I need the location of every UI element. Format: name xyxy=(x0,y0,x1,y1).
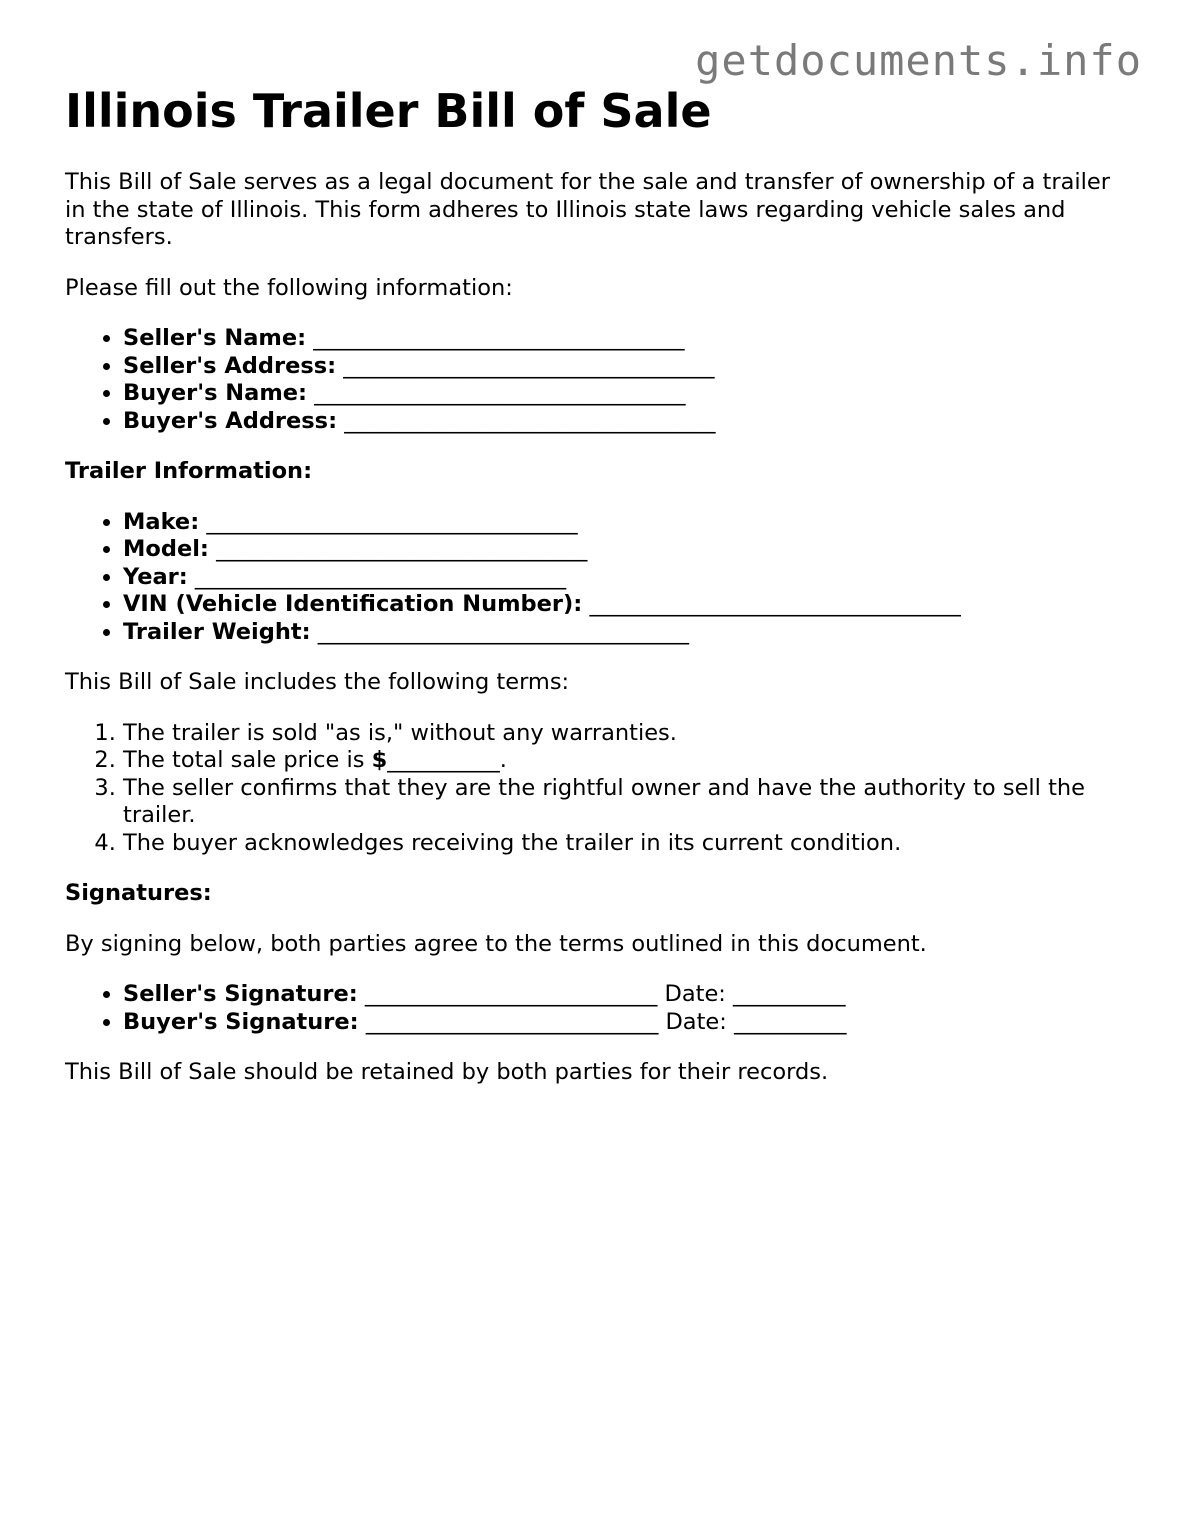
terms-list xyxy=(65,720,1125,858)
fill-blank[interactable]: _________________________________ xyxy=(314,380,686,406)
fill-blank[interactable]: _________________________________ xyxy=(589,591,961,617)
fill-blank[interactable]: _________________________________ xyxy=(313,325,685,351)
term-text: The total sale price is xyxy=(123,747,372,773)
buyer-name-field xyxy=(123,380,1125,408)
field-label: Buyer's Name: xyxy=(123,380,308,406)
terms-intro: This Bill of Sale includes the following terms: xyxy=(65,669,570,695)
fill-blank[interactable]: _________________________________ xyxy=(317,618,690,645)
intro-paragraph: This Bill of Sale serves as a legal document for the sale and transfer of ownership of a trailer in the state of Illinois. This form adheres to Illinois state laws regarding vehicle sales and transfers. xyxy=(65,169,1110,250)
field-label: Buyer's Address: xyxy=(123,407,338,434)
buyer-address-field xyxy=(123,408,1125,436)
watermark: getdocuments.info xyxy=(695,36,1142,85)
model-field xyxy=(123,536,1125,564)
seller-signature-field xyxy=(123,981,1125,1009)
term-as-is: 1. The trailer is sold "as is," without any warranties. xyxy=(123,720,1125,748)
buyer-signature-field xyxy=(123,1009,1125,1037)
price-blank[interactable]: __________ xyxy=(387,747,500,773)
field-label: Trailer Weight: xyxy=(123,618,311,645)
signatures-list xyxy=(65,981,1125,1036)
vin-field xyxy=(123,591,1125,619)
year-field xyxy=(123,564,1125,592)
signatures-intro: By signing below, both parties agree to the terms outlined in this document. xyxy=(65,930,927,957)
fill-blank[interactable]: _________________________________ xyxy=(194,563,567,590)
fill-blank[interactable]: _________________________________ xyxy=(344,407,716,434)
fill-blank[interactable]: _________________________________ xyxy=(343,352,715,379)
closing-note: This Bill of Sale should be retained by both parties for their records. xyxy=(65,1059,829,1085)
field-label: Seller's Signature: xyxy=(123,981,358,1007)
signature-blank[interactable]: __________________________ xyxy=(364,981,658,1007)
trailer-info-heading: Trailer Information: xyxy=(65,458,313,484)
seller-address-field xyxy=(123,353,1125,381)
term-ownership: 3. The seller confirms that they are the rightful owner and have the authority to sell the trailer. xyxy=(123,775,1125,830)
seller-name-field xyxy=(123,325,1125,353)
date-label: Date: xyxy=(664,981,726,1007)
signature-blank[interactable]: __________________________ xyxy=(365,1008,659,1035)
trailer-weight-field xyxy=(123,619,1125,647)
field-label: Buyer's Signature: xyxy=(123,1008,359,1035)
signatures-heading: Signatures: xyxy=(65,880,212,906)
fill-blank[interactable]: _________________________________ xyxy=(206,508,578,535)
date-label: Date: xyxy=(665,1008,727,1035)
field-label: Year: xyxy=(123,563,188,590)
field-label: Model: xyxy=(123,536,209,562)
term-condition: 4. The buyer acknowledges receiving the trailer in its current condition. xyxy=(123,830,1125,858)
date-blank[interactable]: __________ xyxy=(734,1008,847,1035)
document-page xyxy=(65,80,1125,1087)
date-blank[interactable]: __________ xyxy=(733,981,846,1007)
instruction-text: Please fill out the following information: xyxy=(65,274,513,301)
field-label: Seller's Name: xyxy=(123,325,307,351)
currency-symbol: $ xyxy=(371,747,388,773)
field-label: Seller's Address: xyxy=(123,352,337,379)
fill-blank[interactable]: _________________________________ xyxy=(216,536,588,562)
term-text: . xyxy=(499,747,507,773)
party-fields-list xyxy=(65,325,1125,435)
make-field xyxy=(123,509,1125,537)
field-label: Make: xyxy=(123,508,200,535)
trailer-fields-list xyxy=(65,509,1125,647)
document-title: Illinois Trailer Bill of Sale xyxy=(65,84,712,138)
term-sale-price xyxy=(123,747,1125,775)
field-label: VIN (Vehicle Identification Number): xyxy=(123,591,583,617)
